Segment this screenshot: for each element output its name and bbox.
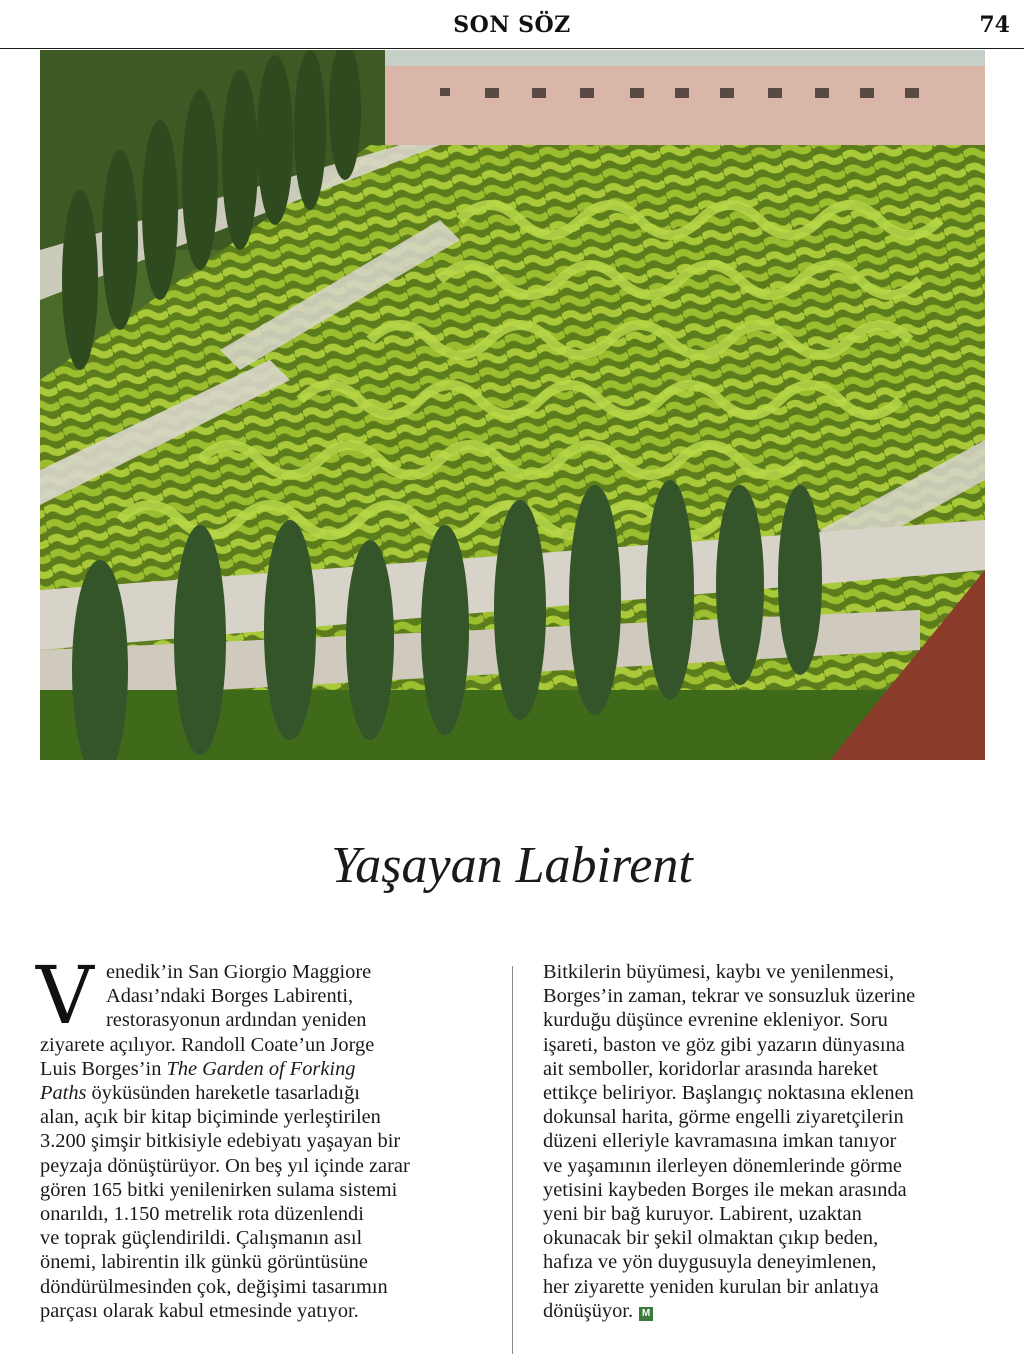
section-title: SON SÖZ [453,12,571,38]
body-line: işareti, baston ve göz gibi yazarın dünyasına [543,1033,905,1056]
column-divider [512,966,513,1354]
labyrinth-illustration [40,50,985,760]
body-line: her ziyarette yeniden kurulan bir anlatıya [543,1275,879,1298]
article-title: Yaşayan Labirent [331,837,693,894]
page-header [0,0,1024,49]
body-line: dokunsal harita, görme engelli ziyaretçilerin [543,1106,904,1129]
body-line: enedik’in San Giorgio Maggiore [106,961,372,983]
right-column [543,960,993,1323]
book-title: The Garden of Forking [166,1057,356,1080]
body-line: Borges’in zaman, tekrar ve sonsuzluk üzerine [543,985,916,1008]
body-line: ziyarete açılıyor. Randoll Coate’un Jorge [40,1033,375,1056]
page-number: 74 [979,12,1010,38]
body-line: alan, açık bir kitap biçiminde yerleştirilen [40,1106,381,1129]
body-line [40,1057,500,1081]
body-text: dönüşüyor. [543,1299,634,1322]
left-column [40,960,500,1323]
body-line: parçası olarak kabul etmesinde yatıyor. [40,1299,359,1322]
body-line: döndürülmesinden çok, değişimi tasarımın [40,1275,388,1298]
body-line: yetisini kaybeden Borges ile mekan arasında [543,1178,907,1201]
body-line: hafıza ve yön duygusuyla deneyimlenen, [543,1251,877,1274]
body-line: onarıldı, 1.150 metrelik rota düzenlendi [40,1203,364,1226]
body-text: öyküsünden hareketle tasarladığı [86,1082,360,1105]
body-line: Bitkilerin büyümesi, kaybı ve yenilenmesi, [543,961,895,983]
body-line: okunacak bir şekil olmaktan çıkıp beden, [543,1227,879,1250]
body-text: Luis Borges’in [40,1057,167,1080]
body-line: Adası’ndaki Borges Labirenti, [106,985,354,1008]
end-mark-icon: M [639,1307,653,1321]
book-title: Paths [40,1082,87,1105]
body-line: düzeni elleriyle kavramasına imkan tanıyor [543,1130,897,1153]
body-line: gören 165 bitki yenilenirken sulama sistemi [40,1178,398,1201]
drop-cap: V [36,949,94,1042]
body-line: 3.200 şimşir bitkisiyle edebiyatı yaşayan bir [40,1130,401,1153]
body-line: kurduğu düşünce evrenine ekleniyor. Soru [543,1009,888,1032]
body-line [543,1299,993,1323]
body-line: yeni bir bağ kuruyor. Labirent, uzaktan [543,1203,862,1226]
body-line: ve yaşamının ilerleyen dönemlerinde görme [543,1154,902,1177]
labyrinth-photo [40,50,985,760]
body-line: ve toprak güçlendirildi. Çalışmanın asıl [40,1227,363,1250]
body-line: ait semboller, koridorlar arasında hareket [543,1057,878,1080]
body-line: peyzaja dönüştürüyor. On beş yıl içinde zarar [40,1154,410,1177]
body-line: ettikçe beliriyor. Başlangıç noktasına eklenen [543,1082,914,1105]
body-line [40,1081,500,1105]
body-line: restorasyonun ardından yeniden [106,1009,367,1032]
body-line: önemi, labirentin ilk günkü görüntüsüne [40,1251,368,1274]
